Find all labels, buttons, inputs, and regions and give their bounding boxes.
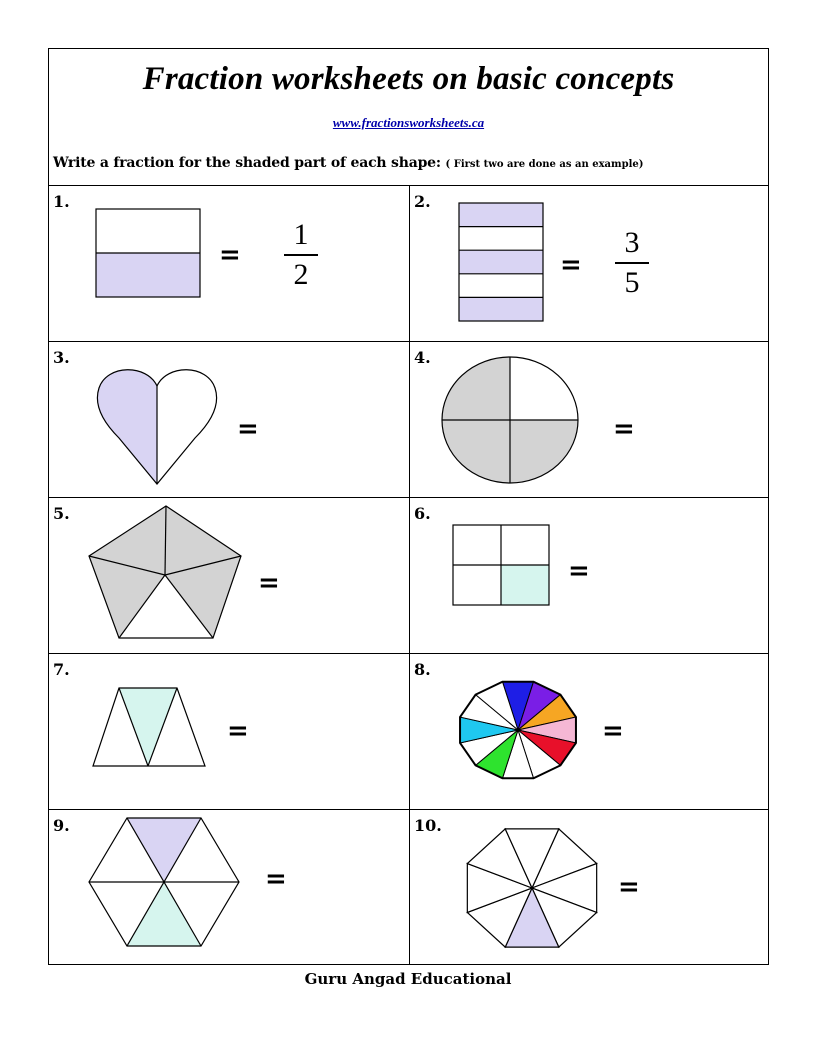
- problem-number: 4.: [414, 348, 431, 367]
- answer-denominator: 5: [624, 266, 640, 299]
- equals-sign: =: [560, 250, 582, 280]
- octagon-eighths-shape: [462, 824, 606, 956]
- answer-fraction: [284, 218, 318, 292]
- problem-number: 6.: [414, 504, 431, 523]
- page-title: Fraction worksheets on basic concepts: [142, 61, 675, 97]
- equals-sign: =: [219, 240, 241, 270]
- problem-cell-8: [409, 653, 768, 809]
- answer-denominator: 2: [293, 258, 309, 291]
- problem-cell-2: [409, 185, 768, 341]
- problem-number: 7.: [53, 660, 70, 679]
- problem-cell-10: [409, 809, 768, 964]
- problem-number: 3.: [53, 348, 70, 367]
- circle-twelfths-shape: [456, 678, 580, 784]
- fraction-bar: [615, 262, 649, 264]
- instructions: [53, 155, 643, 171]
- trapezoid-thirds-shape: [91, 686, 209, 770]
- pentagon-fifths-shape: [87, 504, 245, 644]
- circle-quarters-shape: [440, 356, 580, 486]
- square-quarters-shape: [452, 524, 552, 608]
- problem-cell-6: [409, 497, 768, 653]
- problem-number: 9.: [53, 816, 70, 835]
- equals-sign: =: [258, 568, 280, 598]
- answer-fraction: [615, 226, 649, 300]
- answer-numerator: 1: [293, 218, 309, 251]
- problem-cell-5: [49, 497, 409, 653]
- problem-number: 2.: [414, 192, 431, 211]
- footer-text: Guru Angad Educational: [304, 970, 512, 988]
- instruction-text: Write a fraction for the shaded part of each shape:: [53, 155, 441, 171]
- problem-cell-9: [49, 809, 409, 964]
- problem-number: 10.: [414, 816, 442, 835]
- heart-halves-shape: [95, 366, 219, 488]
- equals-sign: =: [265, 864, 287, 894]
- rectangle-halves-shape: [95, 208, 205, 300]
- problem-cell-7: [49, 653, 409, 809]
- problem-cell-4: [409, 341, 768, 497]
- equals-sign: =: [618, 872, 640, 902]
- answer-numerator: 3: [624, 226, 640, 259]
- equals-sign: =: [568, 556, 590, 586]
- equals-sign: =: [602, 716, 624, 746]
- problem-number: 1.: [53, 192, 70, 211]
- website-link[interactable]: www.fractionsworksheets.ca: [332, 115, 485, 130]
- problem-number: 8.: [414, 660, 431, 679]
- equals-sign: =: [613, 414, 635, 444]
- equals-sign: =: [237, 414, 259, 444]
- rectangle-fifths-shape: [458, 202, 548, 326]
- instruction-note: ( First two are done as an example): [445, 159, 644, 170]
- fraction-bar: [284, 254, 318, 256]
- hexagon-sixths-shape: [87, 816, 243, 948]
- problem-cell-1: [49, 185, 409, 341]
- problem-number: 5.: [53, 504, 70, 523]
- equals-sign: =: [227, 716, 249, 746]
- problem-cell-3: [49, 341, 409, 497]
- worksheet: [48, 48, 769, 965]
- problem-grid: [49, 185, 768, 964]
